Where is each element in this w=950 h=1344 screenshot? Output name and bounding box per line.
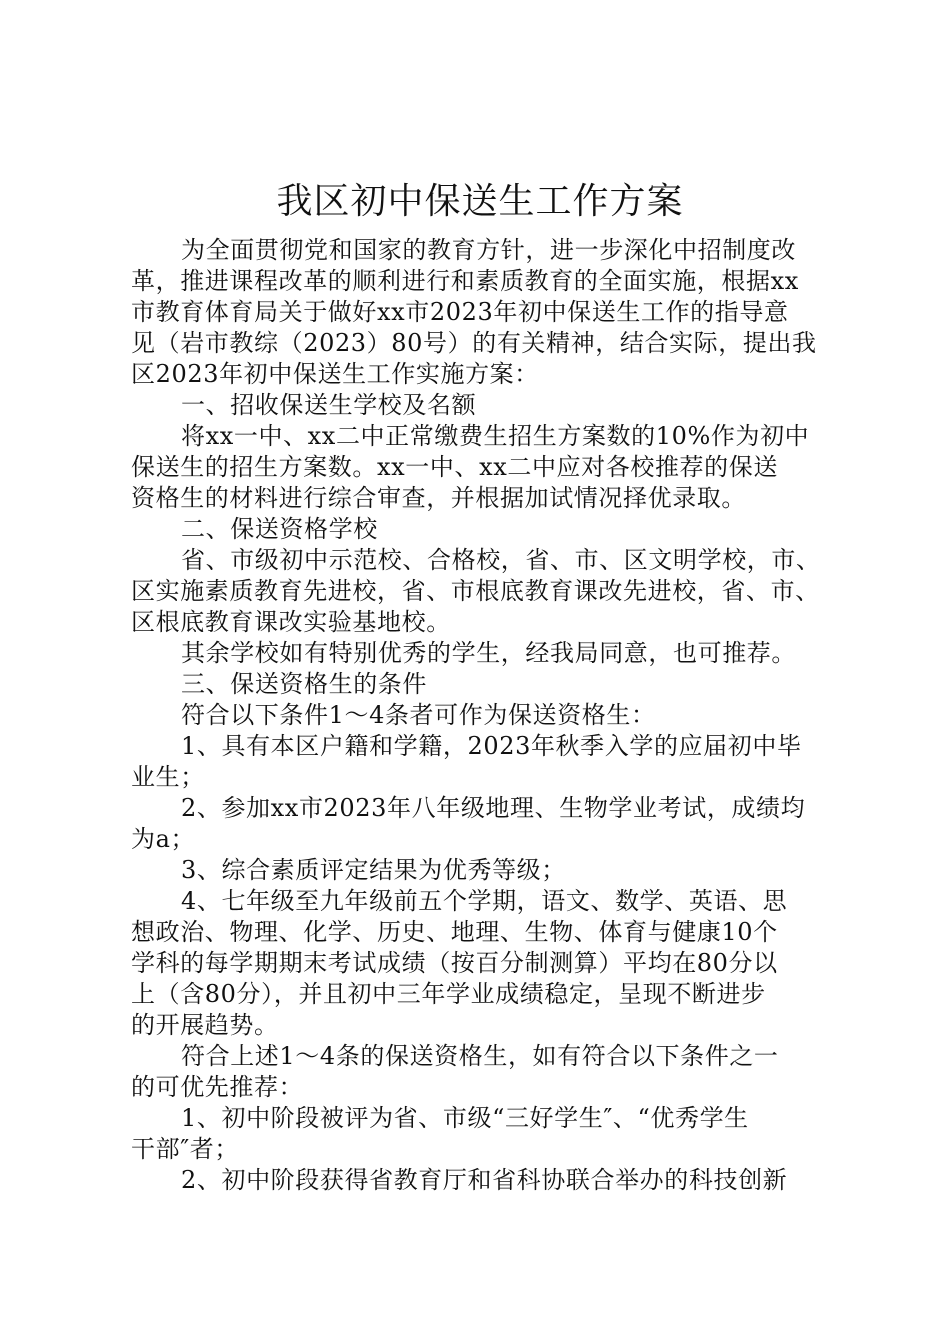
section-heading: 一、招收保送生学校及名额 bbox=[181, 391, 477, 419]
list-item-line: 为a； bbox=[131, 825, 196, 853]
paragraph-line: 符合上述1～4条的保送资格生，如有符合以下条件之一 bbox=[181, 1042, 779, 1070]
paragraph-line: 符合以下条件1～4条者可作为保送资格生： bbox=[181, 701, 656, 729]
list-item-line: 想政治、物理、化学、历史、地理、生物、体育与健康10个 bbox=[131, 918, 778, 946]
paragraph-line: 其余学校如有特别优秀的学生，经我局同意，也可推荐。 bbox=[181, 639, 796, 667]
list-item-line: 2、初中阶段获得省教育厅和省科协联合举办的科技创新 bbox=[181, 1166, 788, 1194]
paragraph-line: 区2023年初中保送生工作实施方案： bbox=[131, 360, 539, 388]
list-item-line: 3、综合素质评定结果为优秀等级； bbox=[181, 856, 566, 884]
paragraph-line: 区实施素质教育先进校，省、市根底教育课改先进校，省、市、 bbox=[131, 577, 820, 605]
paragraph-line: 省、市级初中示范校、合格校，省、市、区文明学校，市、 bbox=[181, 546, 821, 574]
list-item-line: 1、具有本区户籍和学籍，2023年秋季入学的应届初中毕 bbox=[181, 732, 802, 760]
list-item-line: 的开展趋势。 bbox=[131, 1011, 279, 1039]
paragraph-line: 革，推进课程改革的顺利进行和素质教育的全面实施，根据xx bbox=[131, 267, 799, 295]
document-title: 我区初中保送生工作方案 bbox=[276, 181, 684, 222]
list-item-line: 学科的每学期期末考试成绩（按百分制测算）平均在80分以 bbox=[131, 949, 778, 977]
paragraph-line: 资格生的材料进行综合审查，并根据加试情况择优录取。 bbox=[131, 484, 746, 512]
section-heading: 三、保送资格生的条件 bbox=[181, 670, 427, 698]
list-item-line: 上（含80分），并且初中三年学业成绩稳定，呈现不断进步 bbox=[131, 980, 766, 1008]
paragraph-line: 见（岩市教综（2023）80号）的有关精神，结合实际，提出我 bbox=[131, 329, 817, 357]
paragraph-line: 将xx一中、xx二中正常缴费生招生方案数的10%作为初中 bbox=[181, 422, 810, 450]
list-item-line: 1、初中阶段被评为省、市级“三好学生″、“优秀学生 bbox=[181, 1104, 749, 1132]
paragraph-line: 保送生的招生方案数。xx一中、xx二中应对各校推荐的保送 bbox=[131, 453, 778, 481]
paragraph-line: 市教育体育局关于做好xx市2023年初中保送生工作的指导意 bbox=[131, 298, 789, 326]
list-item-line: 干部″者； bbox=[131, 1135, 239, 1163]
list-item-line: 4、七年级至九年级前五个学期，语文、数学、英语、思 bbox=[181, 887, 788, 915]
paragraph-line: 为全面贯彻党和国家的教育方针，进一步深化中招制度改 bbox=[181, 236, 796, 264]
list-item-line: 2、参加xx市2023年八年级地理、生物学业考试，成绩均 bbox=[181, 794, 806, 822]
list-item-line: 业生； bbox=[131, 763, 205, 791]
section-heading: 二、保送资格学校 bbox=[181, 515, 378, 543]
paragraph-line: 区根底教育课改实验基地校。 bbox=[131, 608, 451, 636]
paragraph-line: 的可优先推荐： bbox=[131, 1073, 304, 1101]
